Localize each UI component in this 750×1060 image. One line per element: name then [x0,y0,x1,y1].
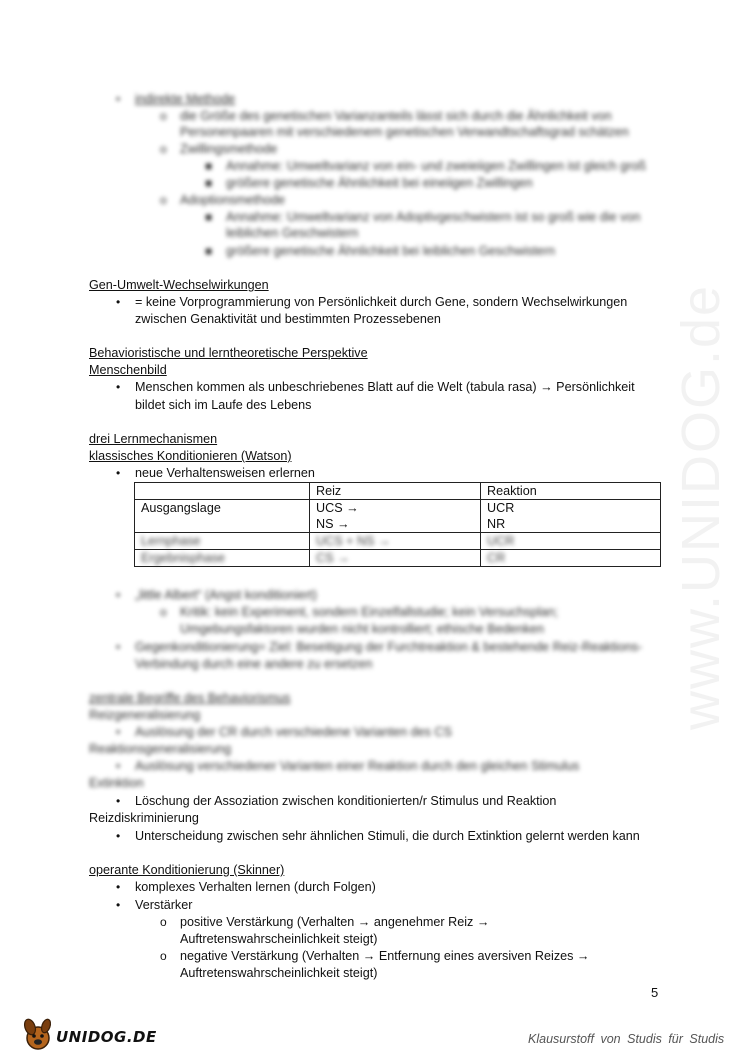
table-cell: UCR [481,533,661,550]
bullet: ■ [205,176,213,190]
table-row [135,500,661,533]
table-cell: Ausgangslage [135,500,310,533]
bullet: ■ [205,244,213,258]
paragraph: Unterscheidung zwischen sehr ähnlichen Stimuli, die durch Extinktion gelernt werden kann [135,829,640,843]
section-heading: drei Lernmechanismen [89,432,218,446]
page-number: 5 [651,985,659,1000]
paragraph: Auftretenswahrscheinlichkeit steigt) [180,966,378,980]
subsection-heading: Reizdiskriminierung [89,811,199,825]
blurred-heading: zentrale Begriffe des Behaviorismus [89,691,291,705]
table-cell [135,483,310,500]
blurred-text: Kritik: kein Experiment, sondern Einzelfallstudie; kein Versuchsplan; [180,605,559,619]
table-header-row [135,483,661,500]
cell-line: UCR [487,501,515,515]
logo-text: UNIDOG.DE [56,1028,157,1046]
table-row [135,550,661,567]
section-heading: operante Konditionierung (Skinner) [89,863,285,877]
blurred-heading: Reaktionsgeneralisierung [89,742,232,756]
paragraph: zwischen Genaktivität und bestimmten Prozessebenen [135,312,441,326]
bullet: • [116,380,121,394]
bullet: • [116,466,121,480]
table-cell: UCS + NS → [310,533,481,550]
blurred-text: indirekte Methode [135,92,236,106]
bullet: • [116,92,121,106]
blurred-text: leiblichen Geschwistern [226,226,359,240]
table-cell: Reiz [310,483,481,500]
sub-bullet: o [160,109,167,123]
table-cell [481,500,661,533]
bullet: • [116,829,121,843]
blurred-heading: Extinktion [89,776,144,790]
cell-line: NR [487,517,506,531]
blurred-text: Zwillingsmethode [180,142,278,156]
bullet: ■ [205,210,213,224]
bullet: • [116,880,121,894]
sub-bullet: o [160,193,167,207]
paragraph: neue Verhaltensweisen erlernen [135,466,315,480]
section-heading: Gen-Umwelt-Wechselwirkungen [89,278,269,292]
subsection-heading: Menschenbild [89,363,167,377]
cell-line: UCS → [316,501,359,515]
blurred-heading: Reizgeneralisierung [89,708,201,722]
paragraph: = keine Vorprogrammierung von Persönlichkeit durch Gene, sondern Wechselwirkungen [135,295,628,309]
bullet: • [116,794,121,808]
sub-bullet: o [160,949,167,963]
sub-bullet: o [160,915,167,929]
paragraph: negative Verstärkung (Verhalten → Entfernung eines aversiven Reizes → [180,949,590,963]
table-cell: CS → [310,550,481,567]
section-heading: Behavioristische und lerntheoretische Perspektive [89,346,368,360]
blurred-text: Personenpaaren mit verschiedenem genetischen Verwandtschaftsgrad schätzen [180,125,629,139]
table-cell: Lernphase [135,533,310,550]
bullet: • [116,588,121,602]
blurred-text: Adoptionsmethode [180,193,286,207]
footer-tagline: Klausurstoff von Studis für Studis [528,1032,725,1046]
table-cell: CR [481,550,661,567]
paragraph: komplexes Verhalten lernen (durch Folgen) [135,880,376,894]
table-row [135,533,661,550]
paragraph: Menschen kommen als unbeschriebenes Blatt auf die Welt (tabula rasa) → Persönlichkeit [135,380,635,394]
dog-logo-icon [22,1014,56,1057]
blurred-text: größere genetische Ähnlichkeit bei leiblichen Geschwistern [226,244,556,258]
bullet: • [116,640,121,654]
blurred-text: die Größe des genetischen Varianzanteils lässt sich durch die Ähnlichkeit von [180,109,612,123]
blurred-text: „little Albert“ (Angst konditioniert) [135,588,317,602]
sub-bullet: o [160,142,167,156]
blurred-text: Auslösung verschiedener Varianten einer Reaktion durch den gleichen Stimulus [135,759,580,773]
blurred-text: Annahme: Umweltvarianz von Adoptivgeschwistern ist so groß wie die von [226,210,641,224]
table-cell: Ergebnisphase [135,550,310,567]
paragraph: bildet sich im Laufe des Lebens [135,398,312,412]
bullet: • [116,725,121,739]
sub-bullet: o [160,605,167,619]
blurred-text: Umgebungsfaktoren wurden nicht kontrolliert; ethische Bedenken [180,622,545,636]
table-cell: Reaktion [481,483,661,500]
blurred-text: größere genetische Ähnlichkeit bei eineiigen Zwillingen [226,176,533,190]
cell-line: NS → [316,517,350,531]
bullet: • [116,295,121,309]
paragraph: Löschung der Assoziation zwischen konditionierten/r Stimulus und Reaktion [135,794,557,808]
bullet: ■ [205,159,213,173]
blurred-text: Auslösung der CR durch verschiedene Varianten des CS [135,725,452,739]
blurred-text: Gegenkonditionierung= Ziel: Beseitigung der Furchtreaktion & bestehende Reiz-Reaktions- [135,640,643,654]
conditioning-table [134,482,661,567]
paragraph: Auftretenswahrscheinlichkeit steigt) [180,932,378,946]
blurred-text: Verbindung durch eine andere zu ersetzen [135,657,373,671]
paragraph: Verstärker [135,898,193,912]
table-cell [310,500,481,533]
bullet: • [116,759,121,773]
paragraph: positive Verstärkung (Verhalten → angenehmer Reiz → [180,915,490,929]
bullet: • [116,898,121,912]
blurred-text: Annahme: Umweltvarianz von ein- und zweieiigen Zwillingen ist gleich groß [226,159,646,173]
watermark: www.UNIDOG.de [671,283,731,730]
subsection-heading: klassisches Konditionieren (Watson) [89,449,292,463]
